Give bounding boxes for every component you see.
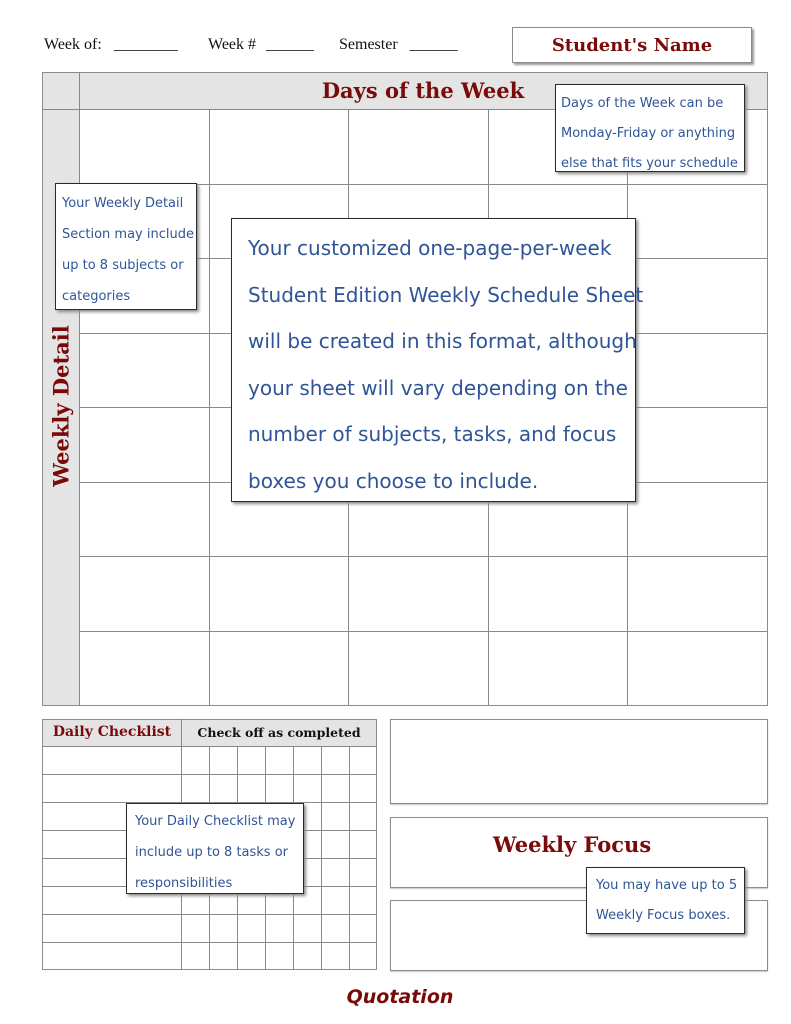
- grid-divider: [79, 631, 767, 632]
- semester-field: [339, 36, 458, 54]
- note-line: will be created in this format, although: [248, 329, 637, 353]
- note-line: Section may include: [62, 227, 194, 242]
- week-of-blank[interactable]: ________: [113, 36, 178, 53]
- weekly-focus-box-1[interactable]: [390, 719, 768, 804]
- week-number-blank[interactable]: ______: [266, 36, 315, 53]
- weekly-detail-label: Weekly Detail: [48, 325, 74, 487]
- note-line: Monday-Friday or anything: [561, 126, 736, 141]
- note-line: your sheet will vary depending on the: [248, 375, 628, 400]
- note-days-of-week: [555, 84, 745, 172]
- week-number-field: [208, 36, 314, 54]
- note-line: boxes you choose to include.: [248, 468, 539, 493]
- week-of-label: Week of:: [44, 36, 102, 53]
- note-line: Your customized one-page-per-week: [248, 236, 612, 260]
- note-line: Your Daily Checklist may: [135, 814, 296, 829]
- note-line: include up to 8 tasks or: [135, 845, 289, 860]
- days-of-week-title: Days of the Week: [321, 78, 525, 103]
- quotation-label: Quotation: [346, 986, 454, 1008]
- grid-divider: [349, 746, 350, 970]
- note-line: up to 8 subjects or: [62, 258, 184, 273]
- note-weekly-detail: [55, 183, 197, 310]
- note-line: categories: [62, 289, 131, 304]
- grid-divider: [79, 556, 767, 557]
- check-off-subtitle: Check off as completed: [197, 725, 361, 740]
- note-line: Student Edition Weekly Schedule Sheet: [248, 282, 644, 307]
- note-daily-checklist: [126, 803, 304, 894]
- note-line: else that fits your schedule: [561, 156, 738, 171]
- semester-blank[interactable]: ______: [409, 36, 458, 53]
- note-line: Your Weekly Detail: [62, 196, 184, 211]
- note-line: number of subjects, tasks, and focus: [248, 422, 617, 446]
- note-line: You may have up to 5: [596, 878, 738, 893]
- grid-divider: [79, 72, 80, 705]
- note-line: responsibilities: [135, 876, 233, 891]
- grid-divider: [321, 746, 322, 970]
- week-of-field: [44, 36, 178, 54]
- daily-checklist-title: Daily Checklist: [52, 724, 172, 740]
- note-weekly-focus: [586, 867, 745, 934]
- student-name: Student's Name: [551, 34, 713, 56]
- note-main-description: [231, 218, 644, 502]
- weekly-focus-title: Weekly Focus: [492, 832, 652, 857]
- student-name-box[interactable]: [512, 27, 752, 63]
- note-line: Days of the Week can be: [561, 96, 724, 111]
- semester-label: Semester: [339, 36, 398, 53]
- note-line: Weekly Focus boxes.: [596, 908, 731, 923]
- week-number-label: Week #: [208, 36, 257, 53]
